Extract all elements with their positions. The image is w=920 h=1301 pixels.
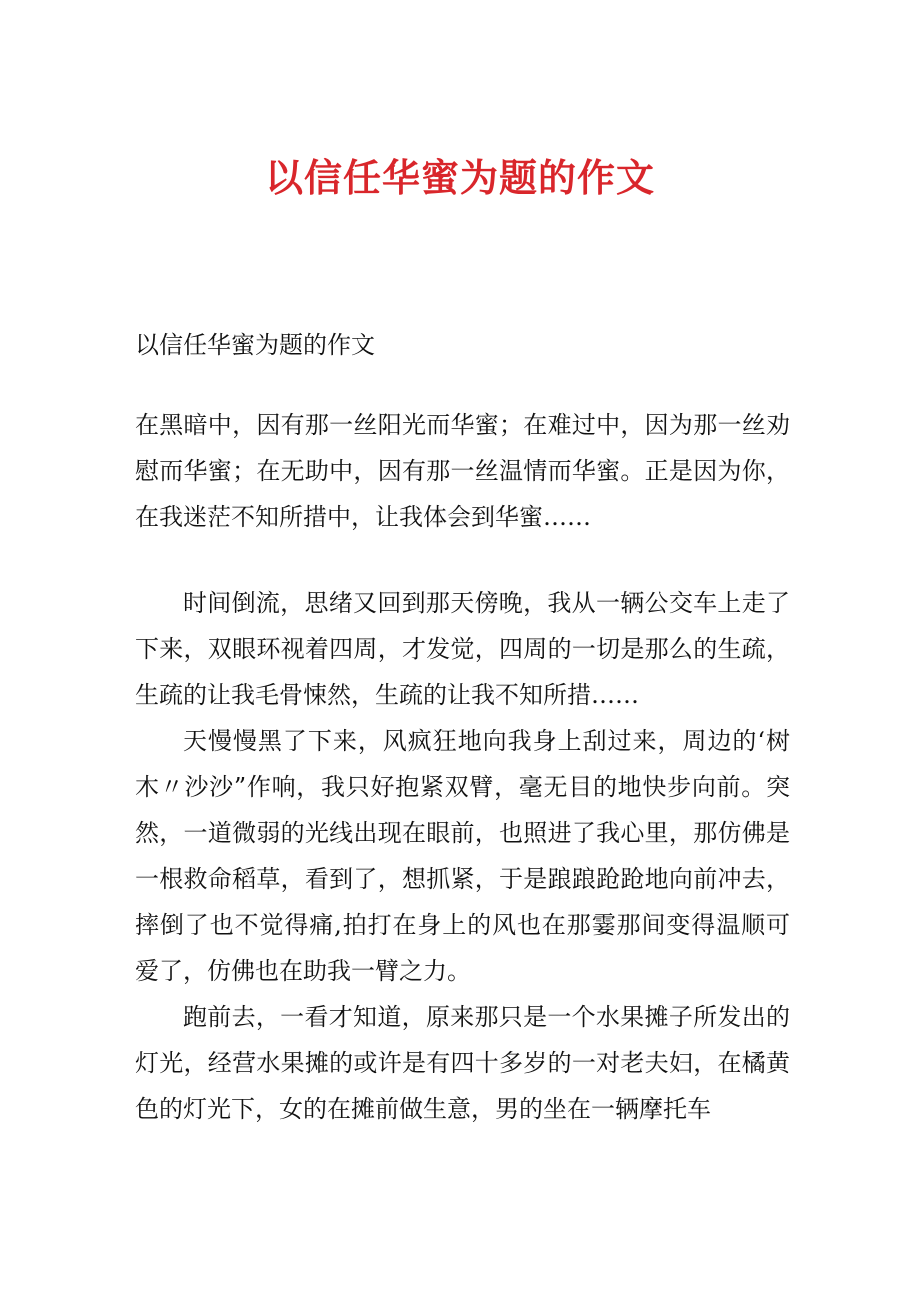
paragraph-4: 跑前去，一看才知道，原来那只是一个水果摊子所发出的灯光，经营水果摊的或许是有四十多岁的一对老夫妇，在橘黄色的灯光下，女的在摊前做生意，男的坐在一辆摩托车 [135, 1003, 790, 1123]
paragraph-1: 在黑暗中，因有那一丝阳光而华蜜；在难过中，因为那一丝劝慰而华蜜；在无助中，因有那一丝温情而华蜜。正是因为你，在我迷茫不知所措中，让我体会到华蜜…… [135, 411, 790, 531]
paragraph-3: 天慢慢黑了下来，风疯狂地向我身上刮过来，周边的‘树木〃沙沙”作响，我只好抱紧双臂，毫无目的地快步向前。突然，一道微弱的光线出现在眼前，也照进了我心里，那仿佛是一根救命稻草，看到了，想抓紧，于是踉踉跄跄地向前冲去，摔倒了也不觉得痛,拍打在身上的风也在那霎那间变得温顺可爱了，仿佛也在助我一臂之力。 [135, 727, 790, 985]
document-title: 以信任华蜜为题的作文 [264, 156, 655, 200]
document-subtitle: 以信任华蜜为题的作文 [135, 331, 375, 359]
document-body [135, 322, 790, 1132]
paragraph-2: 时间倒流，思绪又回到那天傍晚，我从一辆公交车上走了下来，双眼环视着四周，才发觉，四周的一切是那么的生疏，生疏的让我毛骨悚然，生疏的让我不知所措…… [135, 589, 790, 709]
